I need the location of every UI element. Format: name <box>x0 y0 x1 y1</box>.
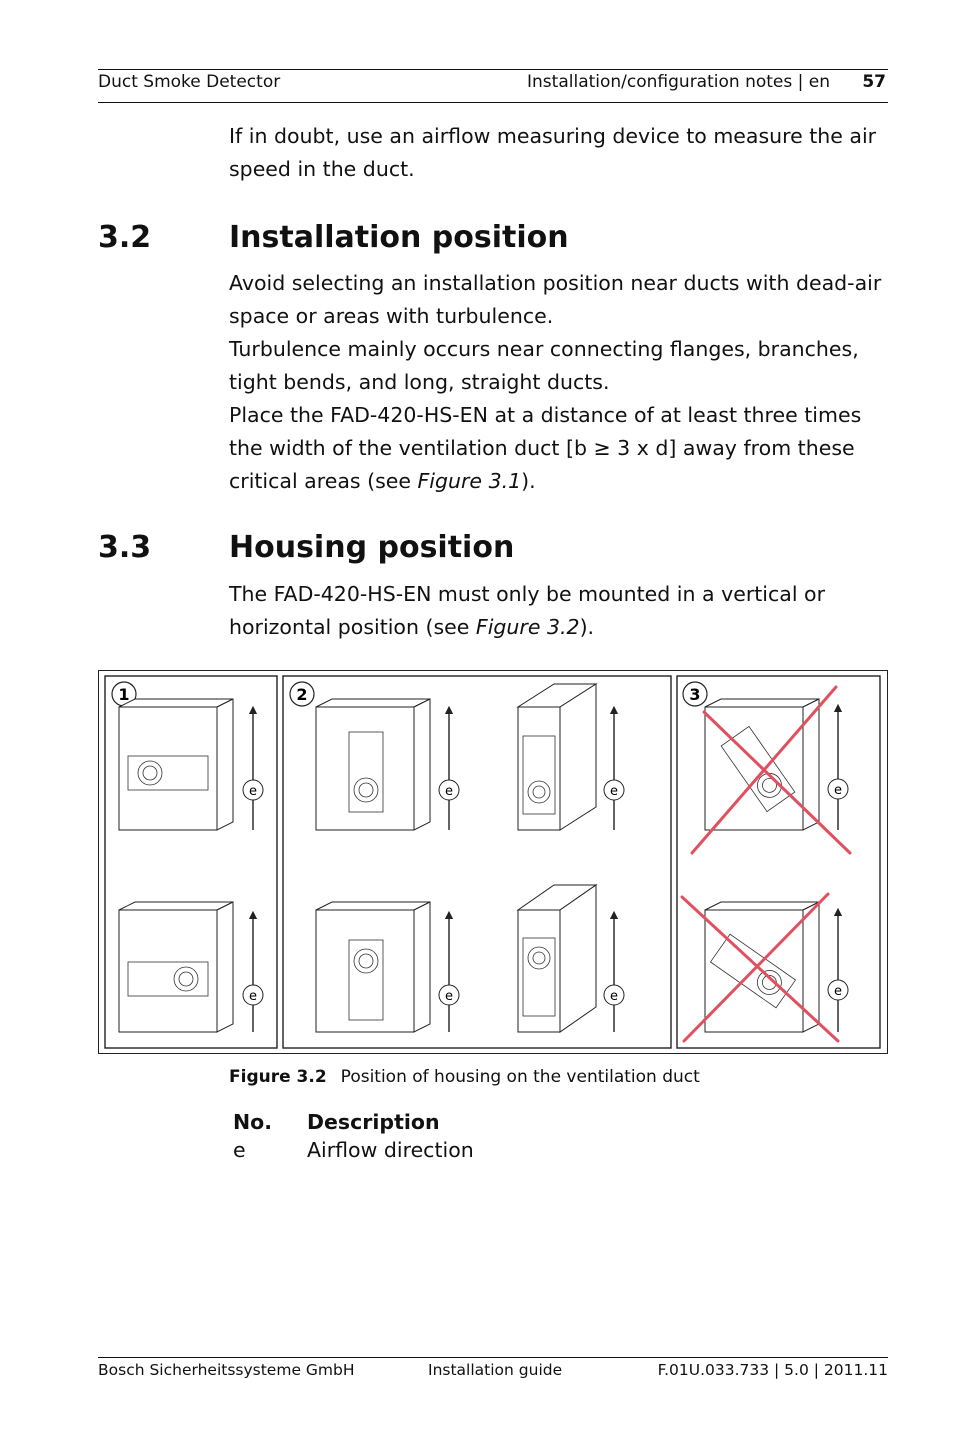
figure-3-2-reference[interactable]: Figure 3.2 <box>475 615 580 639</box>
header-page-number: 57 <box>862 72 886 92</box>
section-3-3-paragraph <box>229 578 889 644</box>
panel-3-number: 3 <box>689 685 701 704</box>
airflow-label-3b: e <box>834 984 842 999</box>
section-3-2-number: 3.2 <box>98 220 152 255</box>
housing-2d <box>523 938 555 1016</box>
header-section-name: Installation/configuration notes | en <box>527 72 830 92</box>
housing-2b <box>349 940 383 1020</box>
figure-caption <box>229 1067 700 1087</box>
figure-3-2-drawing <box>98 670 888 1054</box>
section-3-2-paragraph-3 <box>229 399 889 498</box>
legend-row-no: e <box>233 1138 246 1162</box>
legend-header-no: No. <box>233 1110 273 1134</box>
intro-paragraph: If in doubt, use an airflow measuring device to measure the air speed in the duct. <box>229 124 877 181</box>
header-rule-top <box>98 69 888 70</box>
airflow-label-2d: e <box>610 989 618 1004</box>
figure-caption-text: Position of housing on the ventilation duct <box>340 1067 700 1087</box>
legend-row-description: Airflow direction <box>307 1138 474 1162</box>
section-3-2-p3-end: ). <box>521 469 536 493</box>
section-3-3-p1-text: The FAD-420-HS-EN must only be mounted in a vertical or horizontal position (see <box>229 582 826 639</box>
figure-3-1-reference[interactable]: Figure 3.1 <box>417 469 522 493</box>
airflow-label-1a: e <box>249 784 257 799</box>
airflow-label-3a: e <box>834 783 842 798</box>
housing-1b <box>128 962 208 996</box>
header-rule-bottom <box>98 102 888 103</box>
footer-document-id: F.01U.033.733 | 5.0 | 2011.11 <box>657 1361 888 1379</box>
footer-rule <box>98 1357 888 1358</box>
section-3-3-p1-end: ). <box>579 615 595 639</box>
footer-document-type: Installation guide <box>428 1361 563 1379</box>
airflow-label-2b: e <box>445 989 453 1004</box>
figure-3-2 <box>98 670 888 1054</box>
panel-2-number: 2 <box>296 685 308 704</box>
airflow-label-2c: e <box>610 784 618 799</box>
section-3-3-title: Housing position <box>229 530 515 565</box>
airflow-label-2a: e <box>445 784 453 799</box>
section-3-2-title: Installation position <box>229 220 569 255</box>
section-3-3-number: 3.3 <box>98 530 152 565</box>
housing-1a <box>128 756 208 790</box>
section-3-2-paragraph-2: Turbulence mainly occurs near connecting flanges, branches, tight bends, and long, straight ducts. <box>229 337 859 394</box>
legend-header-description: Description <box>307 1110 440 1134</box>
section-3-2-body <box>229 267 889 498</box>
header-document-title: Duct Smoke Detector <box>98 72 281 92</box>
airflow-label-1b: e <box>249 989 257 1004</box>
housing-2a <box>349 732 383 812</box>
section-3-2-paragraph-1: Avoid selecting an installation position near ducts with dead-air space or areas with turbulence. <box>229 271 882 328</box>
footer-company: Bosch Sicherheitssysteme GmbH <box>98 1361 355 1379</box>
panel-1-number: 1 <box>118 685 130 704</box>
section-3-2-p3-text: Place the FAD-420-HS-EN at a distance of at least three times the width of the ventilation duct [b ≥ 3 x d] away from these critical areas (see <box>229 403 862 493</box>
figure-caption-label: Figure 3.2 <box>229 1067 327 1087</box>
housing-2c <box>523 736 555 814</box>
